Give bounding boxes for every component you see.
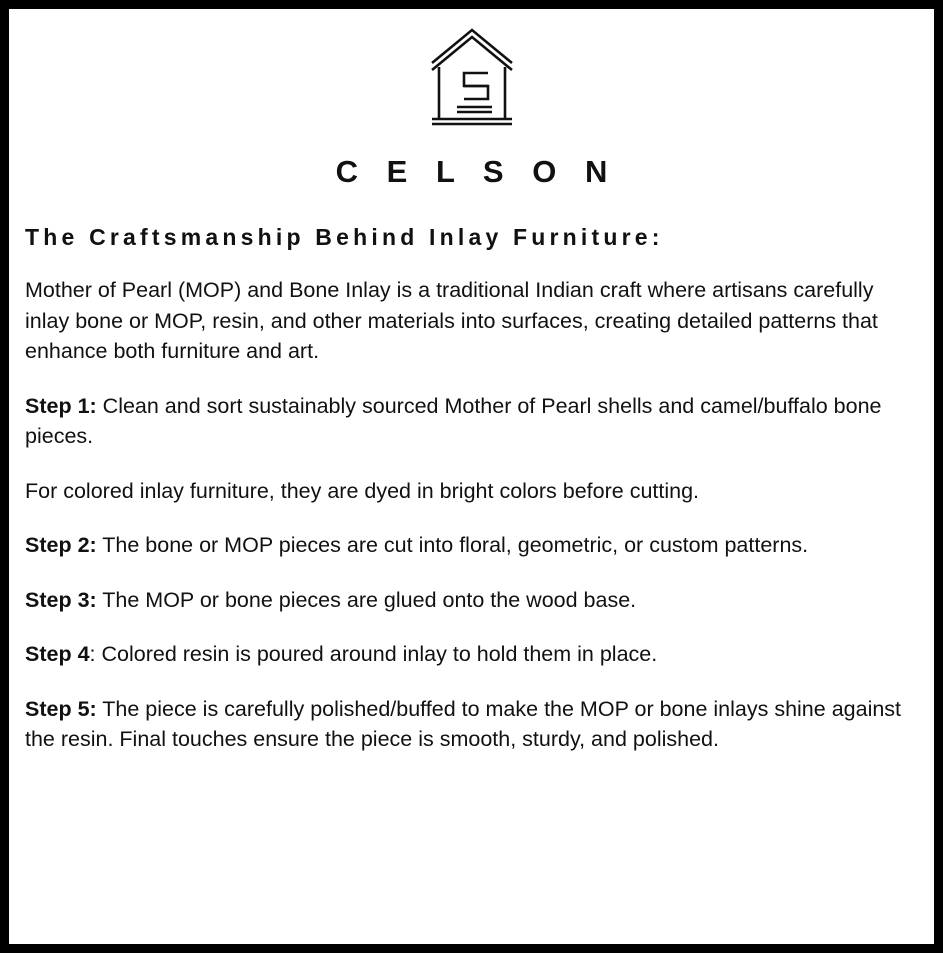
paragraph-text: Mother of Pearl (MOP) and Bone Inlay is a traditional Indian craft where artisans carefully inlay bone or MOP, resin, and other materials into surfaces, creating detailed patterns that enhance both furniture and art.	[25, 278, 878, 364]
paragraph-label: Step 1:	[25, 393, 97, 418]
paragraph-text: : Colored resin is poured around inlay to hold them in place.	[89, 642, 658, 667]
paragraph-step-5	[25, 694, 915, 755]
paragraph-label: Step 5:	[25, 696, 97, 721]
paragraph-step-3	[25, 585, 915, 616]
body-copy	[25, 275, 918, 755]
paragraph-label: Step 3:	[25, 587, 97, 612]
paragraph-colored-inlay-note	[25, 476, 915, 507]
paragraph-text: The MOP or bone pieces are glued onto the wood base.	[96, 587, 637, 612]
paragraph-text: The bone or MOP pieces are cut into floral, geometric, or custom patterns.	[96, 533, 809, 558]
brand-name: C E L S O N	[335, 154, 618, 189]
paragraph-text: Clean and sort sustainably sourced Mother of Pearl shells and camel/buffalo bone pieces.	[25, 393, 882, 449]
paragraph-step-2	[25, 530, 915, 561]
page-title: The Craftsmanship Behind Inlay Furniture:	[25, 224, 664, 250]
paragraph-label: Step 4	[25, 642, 90, 667]
house-with-s-monogram-icon	[426, 23, 518, 127]
paragraph-text: For colored inlay furniture, they are dyed in bright colors before cutting.	[25, 478, 700, 503]
paragraph-intro	[25, 275, 915, 367]
brand-header	[25, 19, 918, 190]
paragraph-label: Step 2:	[25, 533, 97, 558]
paragraph-text: The piece is carefully polished/buffed to make the MOP or bone inlays shine against the resin. Final touches ensure the piece is smooth, sturdy, and polished.	[25, 696, 902, 752]
paragraph-step-1	[25, 391, 915, 452]
paragraph-step-4	[25, 639, 915, 670]
